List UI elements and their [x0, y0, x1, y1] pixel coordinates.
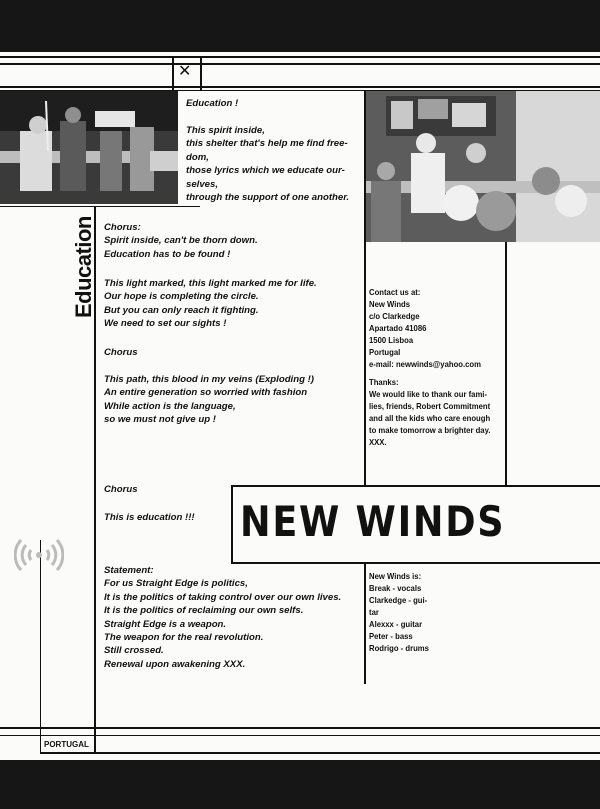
lyrics-verse: This light marked, this light marked me for life. Our hope is completing the circle. But you can only reach it fighting. We need to set our sights !	[104, 278, 317, 330]
lyrics-chorus-label: Chorus	[104, 347, 138, 358]
lyrics-verse: This spirit inside, this shelter that's help me find free- dom, those lyrics which we educate our- selves, through the support of one another.	[186, 125, 350, 204]
bottom-rule	[40, 752, 600, 754]
band-lineup: New Winds is: Break - vocals Clarkedge - gui- tar Alexxx - guitar Peter - bass Rodrigo - drums	[369, 571, 429, 653]
column-divider	[364, 90, 366, 485]
country-label: PORTUGAL	[44, 740, 89, 749]
top-black-band	[0, 0, 600, 52]
top-rule	[0, 86, 600, 88]
lyrics-chorus-label: Chorus	[104, 484, 138, 495]
concert-photo-right	[366, 91, 600, 242]
column-divider	[505, 242, 507, 485]
vertical-title: Education	[71, 216, 96, 318]
band-name-title: NEW WINDS	[240, 497, 506, 546]
photo-rule	[0, 206, 200, 207]
concert-photo-left	[0, 91, 178, 204]
lyrics-closing: This is education !!!	[104, 512, 195, 523]
divider	[172, 56, 174, 90]
cross-mark-icon: ✕	[178, 61, 192, 80]
contact-info: Contact us at: New Winds c/o Clarkedge Apartado 41086 1500 Lisboa Portugal e-mail: newwinds@yahoo.com	[369, 287, 481, 369]
divider	[40, 735, 41, 753]
divider	[200, 56, 202, 90]
top-rule	[0, 63, 600, 65]
lyrics-heading: Education !	[186, 98, 239, 109]
lyrics-chorus: Chorus: Spirit inside, can't be thorn down. Education has to be found !	[104, 222, 258, 260]
bottom-black-band	[0, 760, 600, 809]
lyrics-verse: This path, this blood in my veins (Exploding !) An entire generation so worried with fashion While action is the language, so we must not give up !	[104, 374, 314, 426]
statement: Statement: For us Straight Edge is politics, It is the politics of taking control over our own lives. It is the politics of reclaiming our own selfs. Straight Edge is a weapon. The weapon for the real revolution. Still crossed. Renewal upon awakening XXX.	[104, 565, 342, 670]
top-rule	[0, 56, 600, 58]
thanks-note: Thanks: We would like to thank our fami- lies, friends, Robert Commitment and all the kids who care enough to make tomorrow a brighter day. XXX.	[369, 377, 491, 447]
sound-wave-icon	[14, 530, 64, 580]
column-divider	[364, 564, 366, 684]
bottom-rule	[0, 735, 600, 736]
bottom-rule	[0, 727, 600, 729]
